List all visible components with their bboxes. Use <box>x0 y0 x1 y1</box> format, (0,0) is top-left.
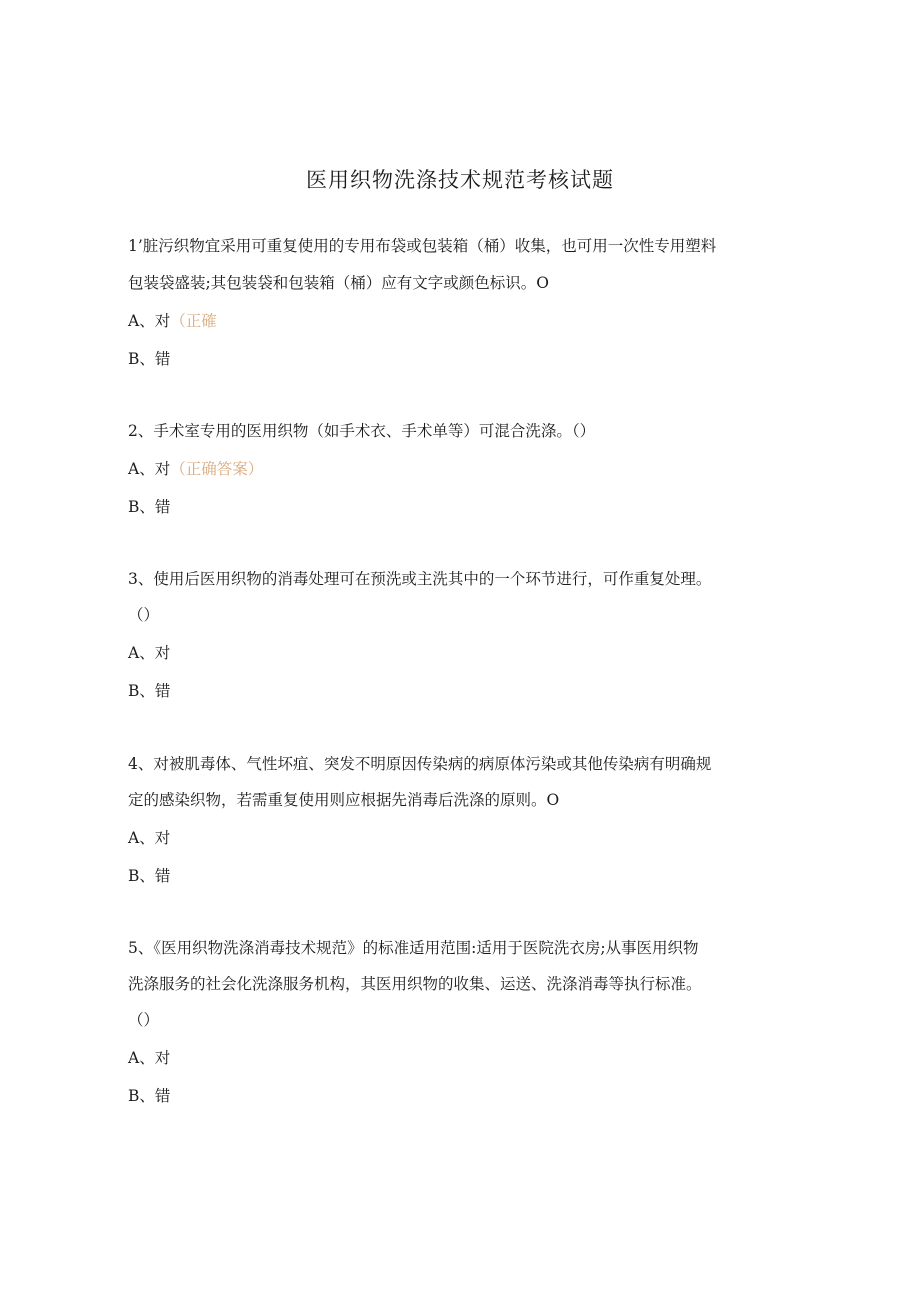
question-text-line: 3、使用后医用织物的消毒处理可在预洗或主洗其中的一个环节进行，可作重复处理。 <box>128 570 712 588</box>
option-a-label: A、对 <box>128 312 171 330</box>
option-a-label: A、对 <box>128 460 171 478</box>
correct-answer-mark: （正确答案） <box>170 460 264 478</box>
page-title: 医用织物洗涤技术规范考核试题 <box>306 168 614 192</box>
option-a[interactable]: A、对 <box>128 644 171 662</box>
option-a[interactable] <box>128 311 217 331</box>
option-a[interactable]: A、对 <box>128 829 171 847</box>
option-a[interactable] <box>128 459 263 479</box>
question-text-line: （） <box>128 606 160 624</box>
option-b[interactable]: B、错 <box>128 1087 171 1105</box>
question-text-line: 洗涤服务的社会化洗涤服务机构，其医用织物的收集、运送、洗涤消毒等执行标准。 <box>128 975 702 993</box>
question-text-line: 5、《医用织物洗涤消毒技术规范》的标准适用范围:适用于医院洗衣房;从事医用织物 <box>128 939 699 957</box>
correct-answer-mark: （正確 <box>170 312 217 330</box>
question-text-line: 定的感染织物，若需重复使用则应根据先消毒后洗涤的原则。O <box>128 791 560 809</box>
question-text-line: 包装袋盛装;其包装袋和包装箱（桶）应有文字或颜色标识。O <box>128 274 549 292</box>
option-b[interactable]: B、错 <box>128 498 171 516</box>
question-text-line: （） <box>128 1011 160 1029</box>
option-b[interactable]: B、错 <box>128 867 171 885</box>
option-b[interactable]: B、错 <box>128 682 171 700</box>
question-text-line: 2、手术室专用的医用织物（如手术衣、手术单等）可混合洗涤。（） <box>128 422 596 440</box>
option-b[interactable]: B、错 <box>128 350 171 368</box>
question-text-line: 1’脏污织物宜采用可重复使用的专用布袋或包装箱（桶）收集，也可用一次性专用塑料 <box>128 237 717 255</box>
question-text-line: 4、对被肌毒体、气性坏疽、突发不明原因传染病的病原体污染或其他传染病有明确规 <box>128 755 712 773</box>
option-a[interactable]: A、对 <box>128 1049 171 1067</box>
